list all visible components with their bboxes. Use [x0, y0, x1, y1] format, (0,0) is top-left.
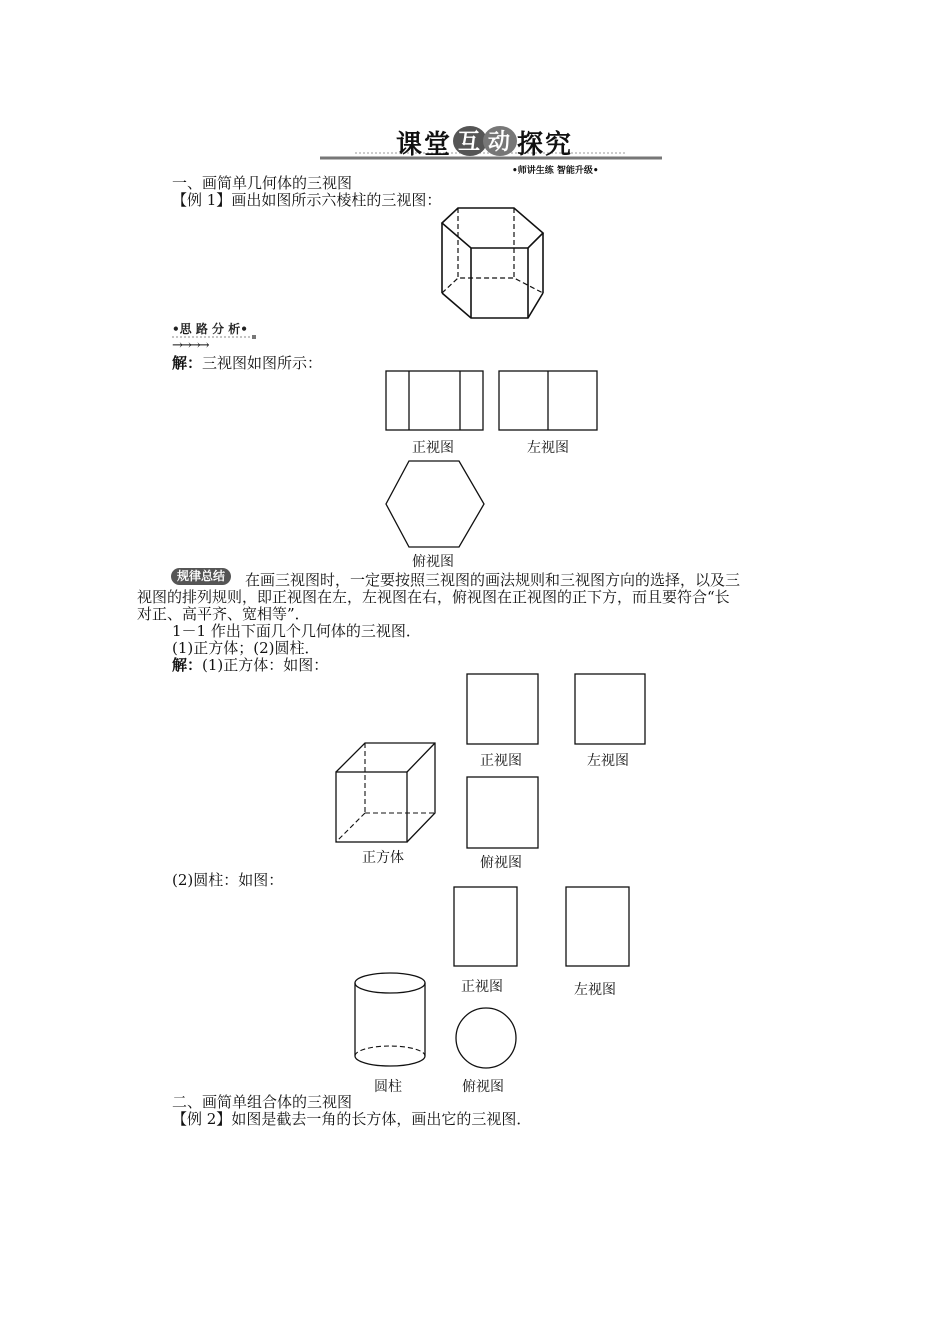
banner-subtitle: •师讲生练 智能升级• [512, 166, 599, 176]
rule-summary-tag: 规律总结 [171, 568, 231, 585]
exercise-solution-label: 解： [172, 656, 203, 674]
cylinder-front-view-caption: 正视图 [461, 979, 503, 995]
hex-front-view-caption: 正视图 [412, 440, 454, 456]
example1-label: 【例 1】 [172, 191, 232, 209]
rule-line-1: 在画三视图时，一定要按照三视图的画法规则和三视图方向的选择，以及三 [245, 571, 741, 589]
banner-badge-char-1: 互 [458, 129, 483, 155]
banner-badge-char-2: 动 [488, 129, 513, 155]
cylinder-intro: (2)圆柱：如图： [172, 871, 284, 889]
banner-title-left: 课堂 [396, 130, 453, 160]
example1-text: 画出如图所示六棱柱的三视图： [231, 191, 442, 209]
cube-top-view-caption: 俯视图 [480, 855, 522, 871]
section2-heading: 二、画简单组合体的三视图 [172, 1093, 353, 1111]
banner-title-right: 探究 [517, 130, 574, 160]
cube-front-view-caption: 正视图 [480, 753, 522, 769]
exercise-solution-text: (1)正方体：如图： [202, 656, 329, 674]
example2-line [172, 1111, 531, 1128]
example2-text: 如图是截去一角的长方体，画出它的三视图． [231, 1110, 532, 1128]
example2-label: 【例 2】 [172, 1110, 232, 1128]
cube-left-view-caption: 左视图 [587, 753, 629, 769]
hex-top-view-caption: 俯视图 [412, 554, 454, 570]
hex-left-view-caption: 左视图 [527, 440, 569, 456]
rule-line-2: 视图的排列规则，即正视图在左，左视图在右，俯视图在正视图的正下方，而且要符合“长 [137, 588, 730, 606]
solution1-text: 三视图如图所示： [202, 354, 323, 372]
cylinder-top-view-caption: 俯视图 [462, 1079, 504, 1095]
rule-line-3: 对正、高平齐、宽相等”． [137, 605, 310, 623]
analysis-arrows: →→→→ [172, 338, 208, 353]
exercise-line-1: 1－1 作出下面几个几何体的三视图． [172, 622, 421, 640]
solution1-label: 解： [172, 354, 203, 372]
cube-solid-caption: 正方体 [362, 850, 404, 866]
section1-heading: 一、画简单几何体的三视图 [172, 174, 353, 192]
cylinder-left-view-caption: 左视图 [574, 982, 616, 998]
exercise-line-2: (1)正方体；(2)圆柱． [172, 639, 320, 657]
cylinder-solid-caption: 圆柱 [374, 1079, 402, 1095]
analysis-tag: •思 路 分 析• [172, 322, 248, 336]
